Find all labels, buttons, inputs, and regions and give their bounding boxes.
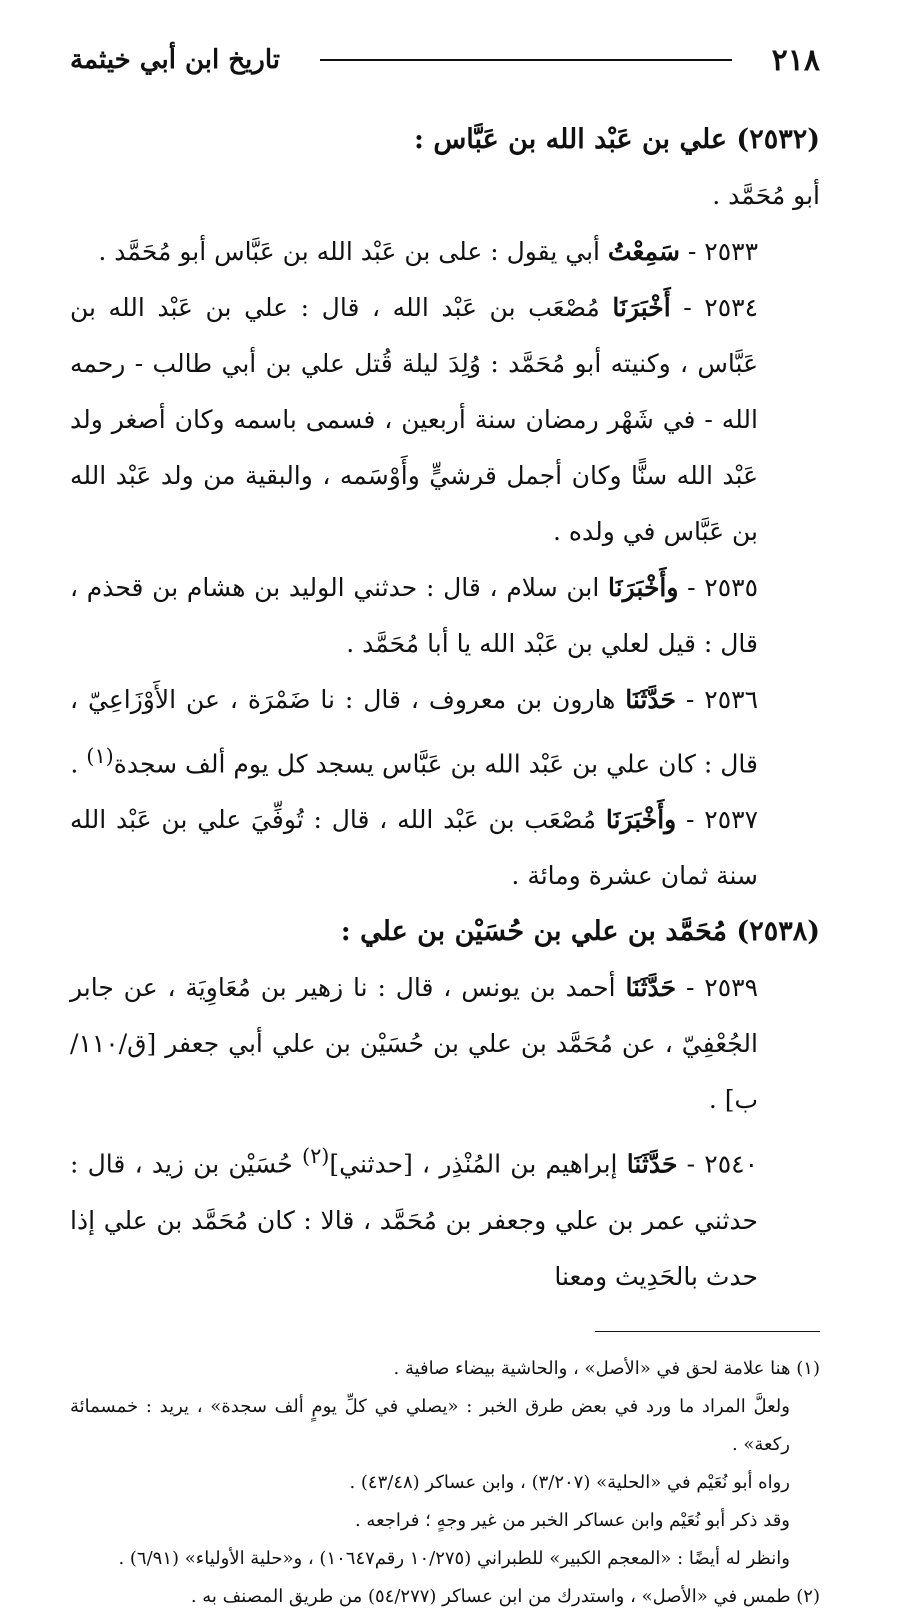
entry-heading-2538: (٢٥٣٨) مُحَمَّد بن علي بن حُسَيْن بن علي :	[340, 916, 820, 948]
report-2534	[70, 280, 820, 560]
report-end: .	[70, 749, 87, 779]
footnote-2: (٢) طمس في «الأصل» ، واستدرك من ابن عساكر (٥٤/٢٧٧) من طريق المصنف به .	[190, 1585, 820, 1607]
report-number: ٢٥٣٩ -	[676, 973, 759, 1003]
kunya-2532: أبو مُحَمَّد .	[712, 181, 820, 210]
footnote-ref-2[interactable]: (٢)	[301, 1144, 330, 1169]
report-number: ٢٥٣٣ -	[679, 237, 758, 266]
report-2540	[70, 1128, 820, 1304]
book-title: تاريخ ابن أبي خيثمة	[70, 45, 281, 75]
report-2536	[70, 672, 820, 792]
transmission-verb: سَمِعْتُ	[607, 237, 680, 266]
footnote-1-note: ولعلَّ المراد ما ورد في بعض طرق الخبر : «يصلي في كلِّ يومٍ ألف سجدة» ، يريد : خمسمائة ركعة» .	[70, 1395, 790, 1455]
report-number: ٢٥٤٠ -	[677, 1149, 759, 1179]
report-text: مُصْعَب بن عَبْد الله ، قال : تُوفِّيَ علي بن عَبْد الله سنة ثمان عشرة ومائة .	[70, 805, 758, 891]
transmission-verb: أَخْبَرَنَا	[612, 293, 671, 322]
footnote-ref-1[interactable]: (١)	[86, 744, 114, 768]
transmission-verb: حَدَّثَنَا	[625, 685, 676, 714]
report-text: مُصْعَب بن عَبْد الله ، قال : علي بن عَبْد الله بن عَبَّاس ، وكنيته أبو مُحَمَّد : وُلِدَ ليلة قُتل علي بن أبي طالب - رحمه الله - في شَهْر رمضان سنة أربعين ، فسمى باسمه وكان أصغر ولد عَبْد الله سنًّا وكان أجمل قرشيٍّ وأَوْسَمه ، والبقية من ولد عَبْد الله بن عَبَّاس في ولده .	[70, 293, 758, 546]
page-number: ٢١٨	[771, 42, 820, 78]
report-number: ٢٥٣٦ -	[675, 685, 758, 714]
report-number: ٢٥٣٧ -	[676, 805, 759, 835]
footnote-1-source: رواه أبو نُعَيْم في «الحلية» (٣/٢٠٧) ، وابن عساكر (٤٣/٤٨) .	[349, 1471, 790, 1493]
report-text-cont: حُسَيْن بن زيد ، قال : حدثني عمر بن علي وجعفر بن مُحَمَّد ، قالا : كان مُحَمَّد بن علي إذا حدث بالحَدِيث ومعنا	[70, 1149, 758, 1291]
footnotes	[70, 1350, 820, 1616]
report-text: أبي يقول : على بن عَبْد الله بن عَبَّاس أبو مُحَمَّد .	[98, 237, 608, 266]
page-header	[70, 30, 820, 90]
report-number: ٢٥٣٥ -	[678, 573, 759, 602]
report-text: هارون بن معروف ، قال : نا ضَمْرَة ، عن الأَوْزَاعِيّ ، قال : كان علي بن عَبْد الله بن عَبَّاس يسجد كل يوم ألف سجدة	[70, 685, 758, 779]
footnote-1-see-also: وانظر له أيضًا : «المعجم الكبير» للطبراني (١٠/٢٧٥ رقم١٠٦٤٧) ، و«حلية الأولياء» (٦/٩١) .	[118, 1547, 790, 1569]
transmission-verb: وأَخْبَرَنَا	[605, 805, 677, 835]
footnote-separator	[595, 1331, 820, 1332]
report-2539	[70, 960, 820, 1128]
footnote-1: (١) هنا علامة لحق في «الأصل» ، والحاشية بيضاء صافية .	[393, 1357, 820, 1379]
entry-heading-2532: (٢٥٣٢) علي بن عَبْد الله بن عَبَّاس :	[413, 124, 820, 155]
report-number: ٢٥٣٤ -	[670, 293, 759, 322]
report-text: إبراهيم بن المُنْذِر ، [حدثني]	[329, 1149, 627, 1179]
main-text	[70, 112, 820, 1305]
report-2535	[70, 560, 820, 672]
transmission-verb: وأَخْبَرَنَا	[608, 573, 679, 602]
report-2537	[70, 792, 820, 904]
report-2533	[70, 224, 820, 280]
transmission-verb: حَدَّثَنَا	[626, 1149, 678, 1179]
report-text: ابن سلام ، قال : حدثني الوليد بن هشام بن قحذم ، قال : قيل لعلي بن عَبْد الله يا أبا مُحَمَّد .	[70, 573, 758, 658]
footnote-1-remark: وقد ذكر أبو نُعَيْم وابن عساكر الخبر من غير وجهٍ ؛ فراجعه .	[354, 1509, 790, 1531]
report-text: أحمد بن يونس ، قال : نا زهير بن مُعَاوِيَة ، عن جابر الجُعْفِيّ ، عن مُحَمَّد بن علي بن حُسَيْن بن علي أبي جعفر [ق/١١٠/ب] .	[70, 973, 758, 1115]
header-rule	[320, 59, 732, 61]
transmission-verb: حَدَّثَنَا	[625, 973, 677, 1003]
